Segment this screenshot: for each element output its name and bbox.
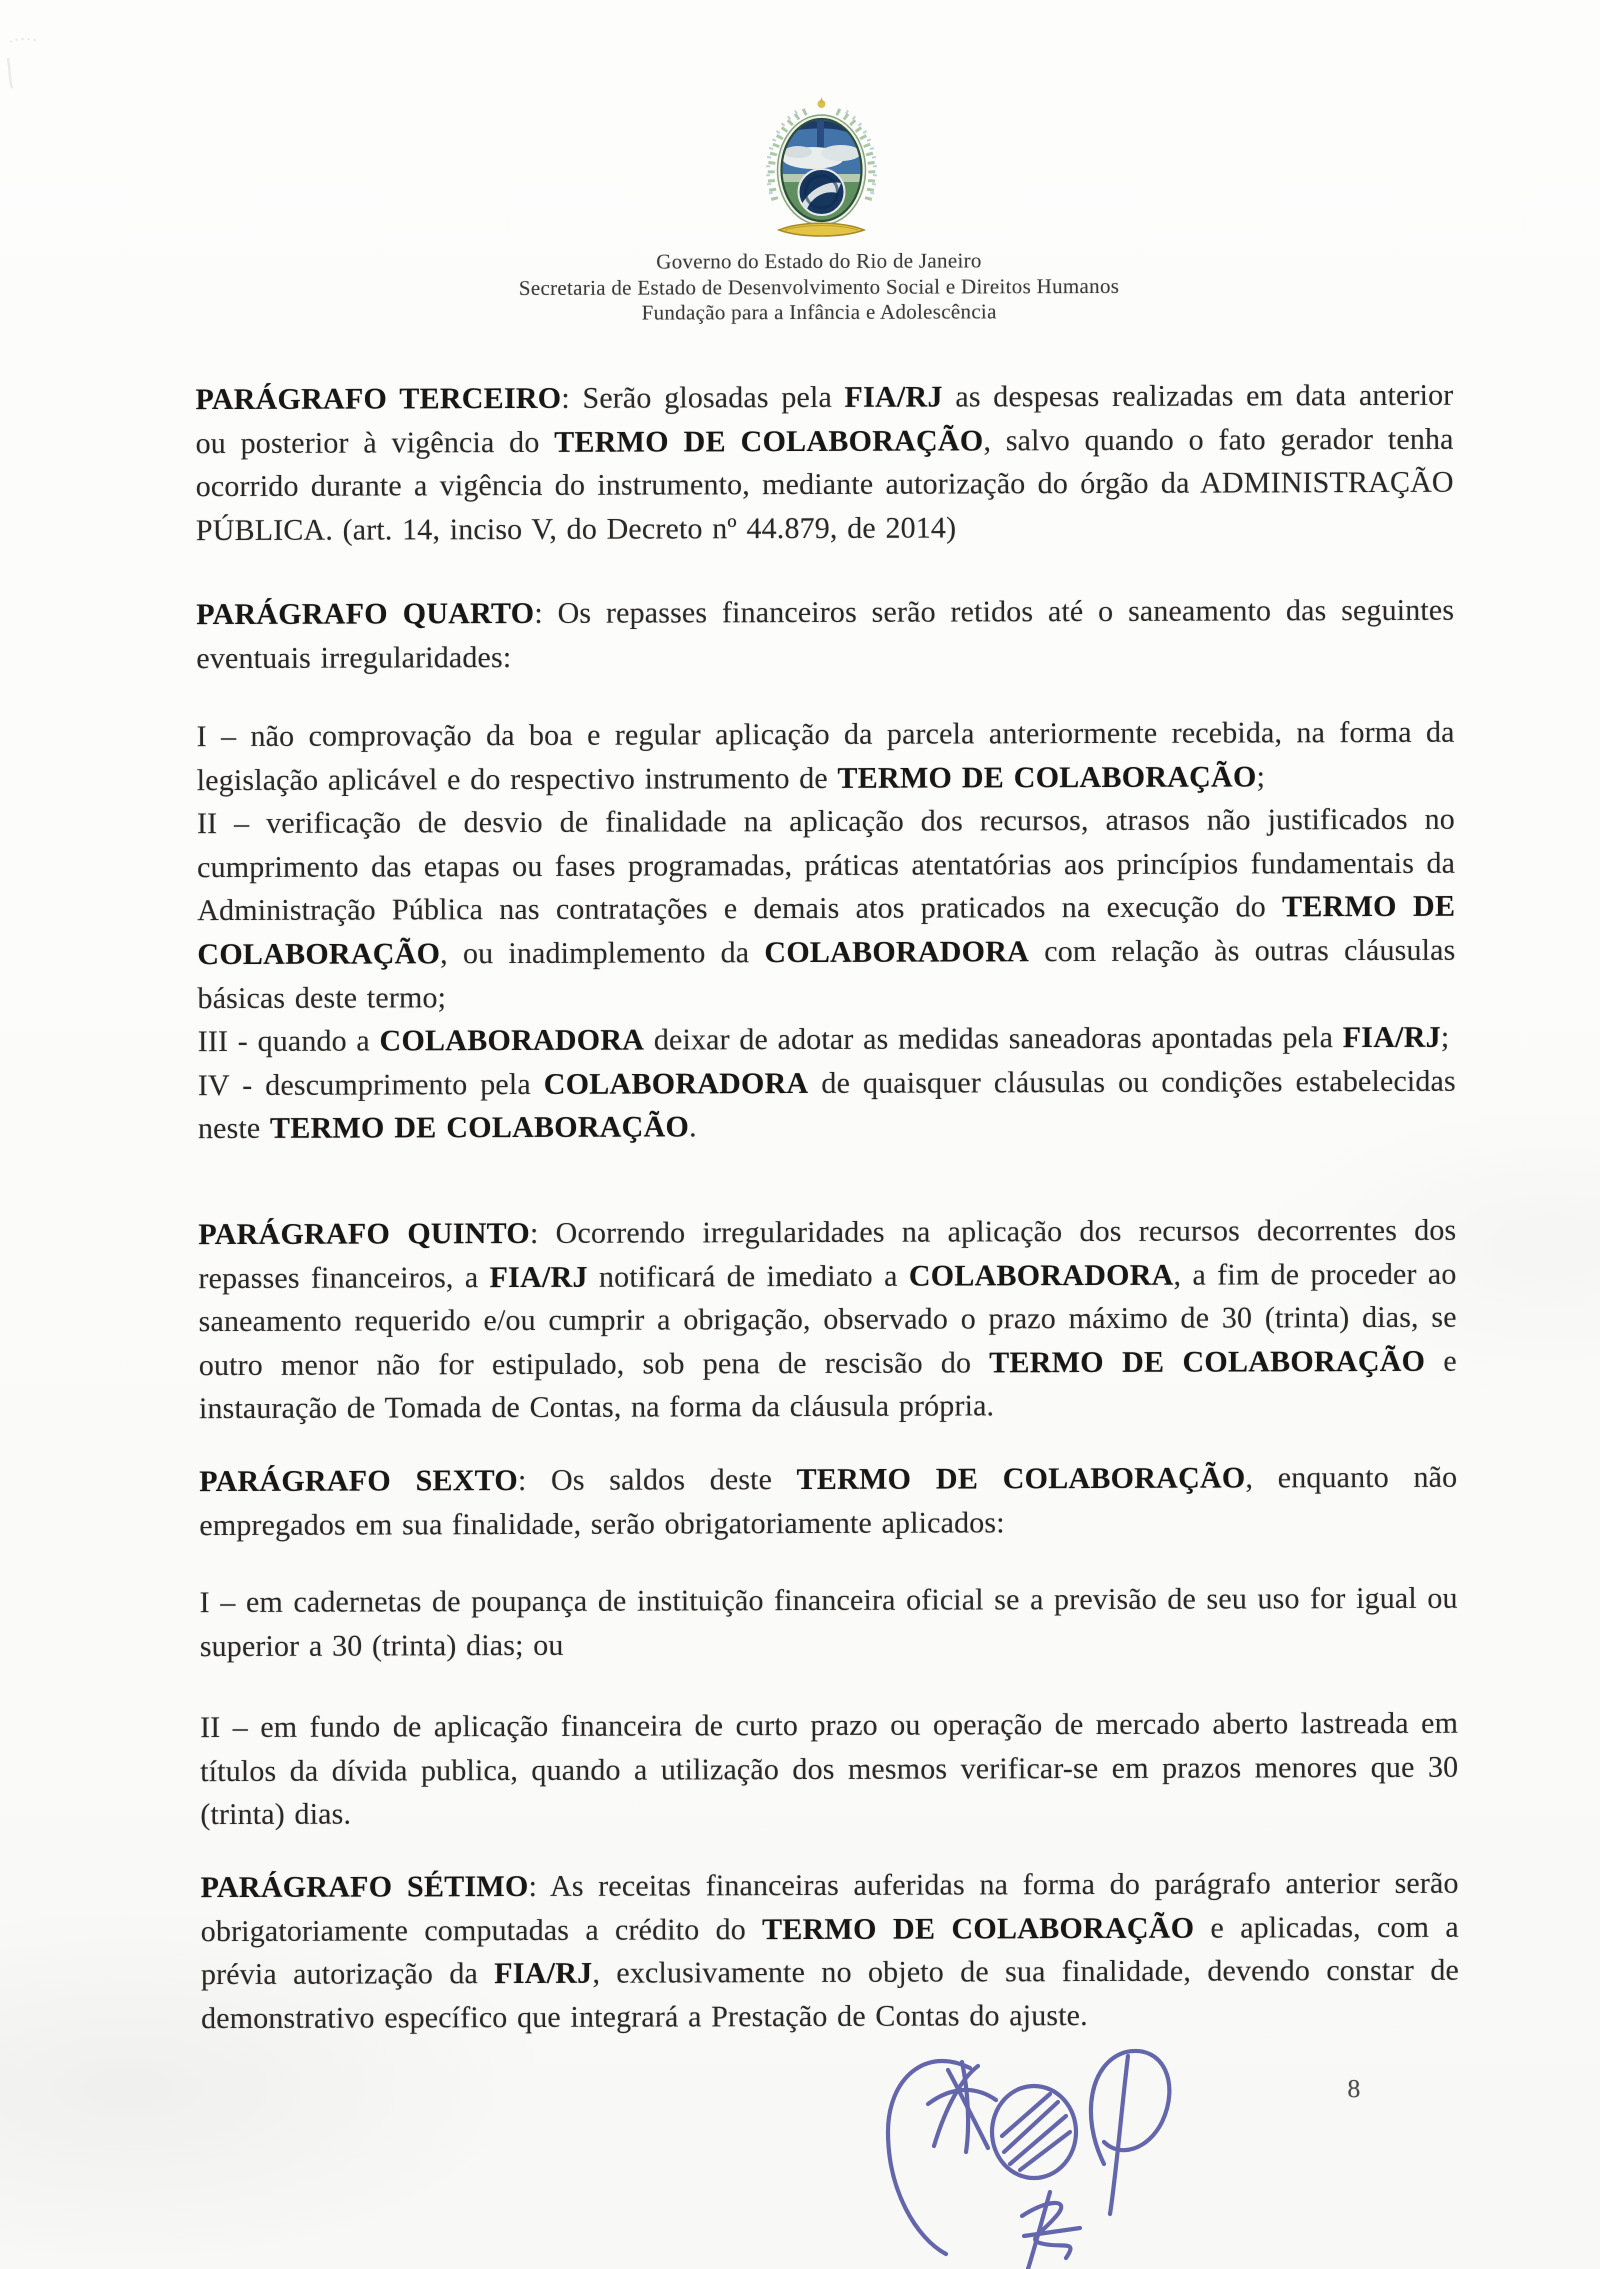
letterhead-line-secretaria: Secretaria de Estado de Desenvolvimento Social e Direitos Humanos xyxy=(518,273,1120,300)
letterhead-line-government: Governo do Estado do Rio de Janeiro xyxy=(656,248,982,274)
inciso-iv: IV - descumprimento pela COLABORADORA de quaisquer cláusulas ou condições estabelecidas neste TERMO DE COLABORAÇÃO. xyxy=(197,1064,1456,1146)
paragraph-sexto-inciso-i: I – em cadernetas de poupança de instituição financeira oficial se a previsão de seu uso for igual ou superior a 30 (trinta) dias; ou xyxy=(199,1581,1458,1663)
paragraph-terceiro: PARÁGRAFO TERCEIRO: Serão glosadas pela FIA/RJ as despesas realizadas em data anterior ou posterior à vigência do TERMO DE COLABORAÇÃO, salvo quando o fato gerador tenha ocorrido durante a vigência do instrumento, mediante autorização do órgão da ADMINISTRAÇÃO PÚBLICA. (art. 14, inciso V, do Decreto nº 44.879, de 2014) xyxy=(195,378,1454,547)
paragraph-sexto: PARÁGRAFO SEXTO: Os saldos deste TERMO DE COLABORAÇÃO, enquanto não empregados em sua finalidade, serão obrigatoriamente aplicados: xyxy=(199,1460,1458,1542)
paragraph-sexto-inciso-ii: II – em fundo de aplicação financeira de curto prazo ou operação de mercado aberto lastreada em títulos da dívida publica, quando a utilização dos mesmos verificar-se em prazos menores que 30 (trinta) dias. xyxy=(200,1706,1459,1832)
letterhead xyxy=(41,246,1597,328)
paragraph-quarto: PARÁGRAFO QUARTO: Os repasses financeiros serão retidos até o saneamento das seguintes eventuais irregularidades: xyxy=(196,593,1455,675)
page-number: 8 xyxy=(1347,2074,1361,2104)
letterhead-line-fundacao: Fundação para a Infância e Adolescência xyxy=(641,299,997,325)
inciso-i: I – não comprovação da boa e regular aplicação da parcela anteriormente recebida, na forma da legislação aplicável e do respectivo instrumento de TERMO DE COLABORAÇÃO; xyxy=(196,715,1455,797)
paragraph-setimo: PARÁGRAFO SÉTIMO: As receitas financeiras auferidas na forma do parágrafo anterior serão obrigatoriamente computadas a crédito do TERMO DE COLABORAÇÃO e aplicadas, com a prévia autorização da FIA/RJ, exclusivamente no objeto de sua finalidade, devendo constar de demonstrativo específico que integrará a Prestação de Contas do ajuste. xyxy=(200,1866,1459,2035)
handwritten-signature xyxy=(874,2040,1206,2269)
paragraph-quinto: PARÁGRAFO QUINTO: Ocorrendo irregularidades na aplicação dos recursos decorrentes dos repasses financeiros, a FIA/RJ notificará de imediato a COLABORADORA, a fim de proceder ao saneamento requerido e/ou cumprir a obrigação, observado o prazo máximo de 30 (trinta) dias, se outro menor não for estipulado, sob pena de rescisão do TERMO DE COLABORAÇÃO e instauração de Tomada de Contas, na forma da cláusula própria. xyxy=(198,1213,1457,1426)
inciso-ii: II – verificação de desvio de finalidade na aplicação dos recursos, atrasos não justificados no cumprimento das etapas ou fases programadas, práticas atentatórias aos princípios fundamentais da Administração Pública nas contratações e demais atos praticados na execução do TERMO DE COLABORAÇÃO, ou inadimplemento da COLABORADORA com relação às outras cláusulas básicas deste termo; xyxy=(196,802,1456,1015)
paragraph-quarto-incisos xyxy=(197,711,1457,1151)
inciso-iii: III - quando a COLABORADORA deixar de adotar as medidas saneadoras apontadas pela FIA/RJ; xyxy=(197,1020,1450,1059)
